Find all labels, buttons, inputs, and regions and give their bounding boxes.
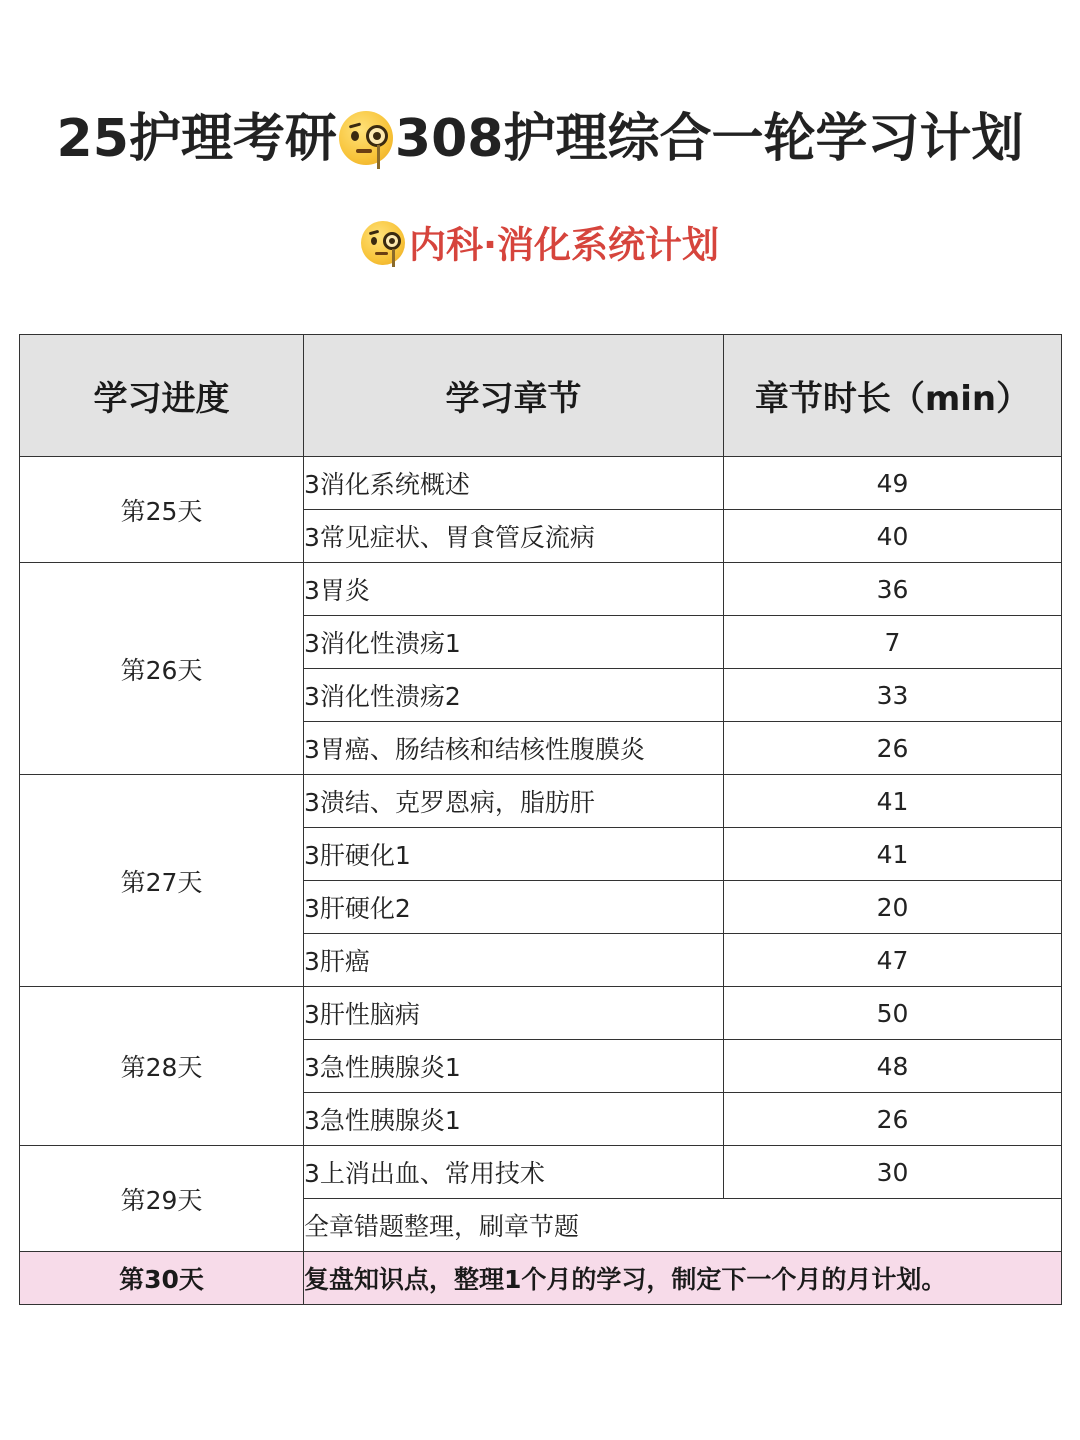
duration-cell: 30 bbox=[724, 1146, 1062, 1199]
chapter-cell: 3肝硬化1 bbox=[304, 828, 724, 881]
duration-cell: 50 bbox=[724, 987, 1062, 1040]
column-header-duration: 章节时长（min） bbox=[724, 335, 1062, 457]
chapter-cell: 3急性胰腺炎1 bbox=[304, 1040, 724, 1093]
day-cell: 第25天 bbox=[20, 457, 304, 563]
duration-cell: 49 bbox=[724, 457, 1062, 510]
duration-cell: 41 bbox=[724, 775, 1062, 828]
title-part-1: 25护理考研 bbox=[56, 109, 337, 169]
chapter-cell: 3上消出血、常用技术 bbox=[304, 1146, 724, 1199]
table-row bbox=[20, 775, 1062, 828]
duration-cell: 48 bbox=[724, 1040, 1062, 1093]
table-row bbox=[20, 987, 1062, 1040]
chapter-cell: 3消化系统概述 bbox=[304, 457, 724, 510]
chapter-cell: 3胃癌、肠结核和结核性腹膜炎 bbox=[304, 722, 724, 775]
section-subtitle bbox=[0, 218, 1080, 272]
table-row bbox=[20, 563, 1062, 616]
duration-cell: 33 bbox=[724, 669, 1062, 722]
day-cell: 第27天 bbox=[20, 775, 304, 987]
duration-cell: 7 bbox=[724, 616, 1062, 669]
monocle-face-icon bbox=[361, 221, 405, 265]
table-row-final bbox=[20, 1252, 1062, 1305]
duration-cell: 47 bbox=[724, 934, 1062, 987]
chapter-cell: 3肝性脑病 bbox=[304, 987, 724, 1040]
chapter-cell: 3溃结、克罗恩病，脂肪肝 bbox=[304, 775, 724, 828]
subtitle-text: 内科·消化系统计划 bbox=[408, 223, 720, 267]
duration-cell: 20 bbox=[724, 881, 1062, 934]
day-cell: 第29天 bbox=[20, 1146, 304, 1252]
duration-cell: 41 bbox=[724, 828, 1062, 881]
day-cell: 第26天 bbox=[20, 563, 304, 775]
duration-cell: 40 bbox=[724, 510, 1062, 563]
chapter-cell-wide: 复盘知识点，整理1个月的学习，制定下一个月的月计划。 bbox=[304, 1252, 1062, 1305]
chapter-cell: 3胃炎 bbox=[304, 563, 724, 616]
chapter-cell: 3消化性溃疡2 bbox=[304, 669, 724, 722]
study-plan-table bbox=[19, 334, 1062, 1305]
table-row bbox=[20, 1146, 1062, 1199]
chapter-cell: 3肝硬化2 bbox=[304, 881, 724, 934]
table-header-row bbox=[20, 335, 1062, 457]
chapter-cell-wide: 全章错题整理，刷章节题 bbox=[304, 1199, 1062, 1252]
duration-cell: 26 bbox=[724, 722, 1062, 775]
duration-cell: 26 bbox=[724, 1093, 1062, 1146]
page-title bbox=[0, 104, 1080, 174]
chapter-cell: 3急性胰腺炎1 bbox=[304, 1093, 724, 1146]
duration-cell: 36 bbox=[724, 563, 1062, 616]
day-cell: 第30天 bbox=[20, 1252, 304, 1305]
table-row bbox=[20, 457, 1062, 510]
column-header-chapter: 学习章节 bbox=[304, 335, 724, 457]
column-header-progress: 学习进度 bbox=[20, 335, 304, 457]
title-part-2: 308护理综合一轮学习计划 bbox=[394, 109, 1024, 169]
chapter-cell: 3肝癌 bbox=[304, 934, 724, 987]
chapter-cell: 3常见症状、胃食管反流病 bbox=[304, 510, 724, 563]
chapter-cell: 3消化性溃疡1 bbox=[304, 616, 724, 669]
monocle-face-icon bbox=[339, 111, 393, 165]
day-cell: 第28天 bbox=[20, 987, 304, 1146]
